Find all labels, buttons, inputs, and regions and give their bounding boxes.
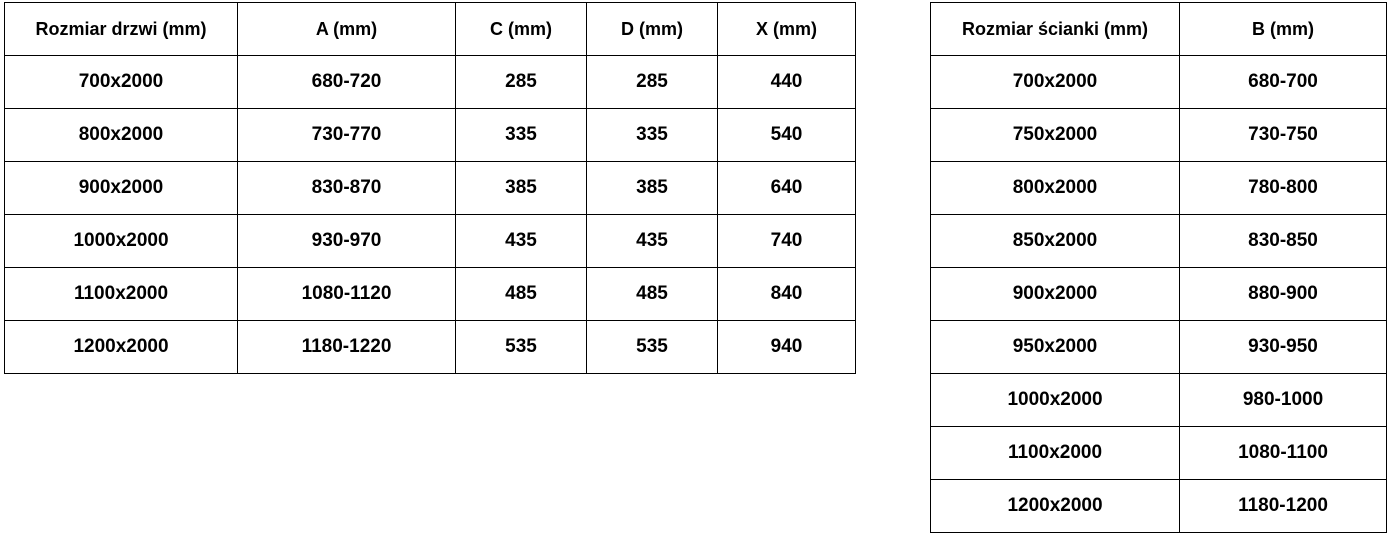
column-header-a: A (mm) <box>238 3 456 56</box>
cell-d: 385 <box>587 162 718 215</box>
cell-c: 385 <box>456 162 587 215</box>
cell-d: 485 <box>587 268 718 321</box>
cell-door-size: 1000x2000 <box>5 215 238 268</box>
cell-wall-size: 1200x2000 <box>931 480 1180 533</box>
table-header-row <box>5 3 856 56</box>
table-row <box>931 480 1387 533</box>
cell-x: 840 <box>718 268 856 321</box>
cell-door-size: 1200x2000 <box>5 321 238 374</box>
cell-a: 1180-1220 <box>238 321 456 374</box>
cell-d: 535 <box>587 321 718 374</box>
table-header-row <box>931 3 1387 56</box>
wall-table-header <box>931 3 1387 56</box>
table-row <box>931 162 1387 215</box>
cell-b: 1080-1100 <box>1180 427 1387 480</box>
cell-x: 640 <box>718 162 856 215</box>
column-header-b: B (mm) <box>1180 3 1387 56</box>
cell-wall-size: 950x2000 <box>931 321 1180 374</box>
table-row <box>5 109 856 162</box>
cell-door-size: 700x2000 <box>5 56 238 109</box>
cell-c: 535 <box>456 321 587 374</box>
cell-x: 740 <box>718 215 856 268</box>
cell-door-size: 900x2000 <box>5 162 238 215</box>
cell-wall-size: 1000x2000 <box>931 374 1180 427</box>
cell-b: 1180-1200 <box>1180 480 1387 533</box>
table-row <box>5 215 856 268</box>
cell-b: 980-1000 <box>1180 374 1387 427</box>
cell-wall-size: 900x2000 <box>931 268 1180 321</box>
table-row <box>931 268 1387 321</box>
cell-d: 335 <box>587 109 718 162</box>
cell-c: 485 <box>456 268 587 321</box>
cell-b: 930-950 <box>1180 321 1387 374</box>
table-row <box>931 109 1387 162</box>
cell-b: 780-800 <box>1180 162 1387 215</box>
cell-door-size: 1100x2000 <box>5 268 238 321</box>
cell-d: 285 <box>587 56 718 109</box>
cell-c: 335 <box>456 109 587 162</box>
cell-wall-size: 1100x2000 <box>931 427 1180 480</box>
table-row <box>931 215 1387 268</box>
cell-wall-size: 700x2000 <box>931 56 1180 109</box>
cell-a: 680-720 <box>238 56 456 109</box>
cell-b: 730-750 <box>1180 109 1387 162</box>
table-row <box>5 162 856 215</box>
cell-wall-size: 750x2000 <box>931 109 1180 162</box>
cell-x: 540 <box>718 109 856 162</box>
table-row <box>931 374 1387 427</box>
cell-a: 730-770 <box>238 109 456 162</box>
table-row <box>5 268 856 321</box>
cell-c: 285 <box>456 56 587 109</box>
table-row <box>931 321 1387 374</box>
column-header-x: X (mm) <box>718 3 856 56</box>
wall-table-body <box>931 56 1387 533</box>
cell-door-size: 800x2000 <box>5 109 238 162</box>
cell-x: 940 <box>718 321 856 374</box>
cell-a: 1080-1120 <box>238 268 456 321</box>
cell-x: 440 <box>718 56 856 109</box>
table-row <box>5 56 856 109</box>
column-header-d: D (mm) <box>587 3 718 56</box>
column-header-wall-size: Rozmiar ścianki (mm) <box>931 3 1180 56</box>
table-row <box>931 427 1387 480</box>
doors-table-body <box>5 56 856 374</box>
cell-b: 830-850 <box>1180 215 1387 268</box>
doors-dimensions-table <box>4 2 856 374</box>
column-header-c: C (mm) <box>456 3 587 56</box>
cell-a: 830-870 <box>238 162 456 215</box>
table-row <box>931 56 1387 109</box>
cell-c: 435 <box>456 215 587 268</box>
cell-wall-size: 850x2000 <box>931 215 1180 268</box>
wall-dimensions-table <box>930 2 1387 533</box>
cell-wall-size: 800x2000 <box>931 162 1180 215</box>
cell-b: 680-700 <box>1180 56 1387 109</box>
cell-d: 435 <box>587 215 718 268</box>
column-header-door-size: Rozmiar drzwi (mm) <box>5 3 238 56</box>
doors-table-header <box>5 3 856 56</box>
table-row <box>5 321 856 374</box>
cell-b: 880-900 <box>1180 268 1387 321</box>
cell-a: 930-970 <box>238 215 456 268</box>
